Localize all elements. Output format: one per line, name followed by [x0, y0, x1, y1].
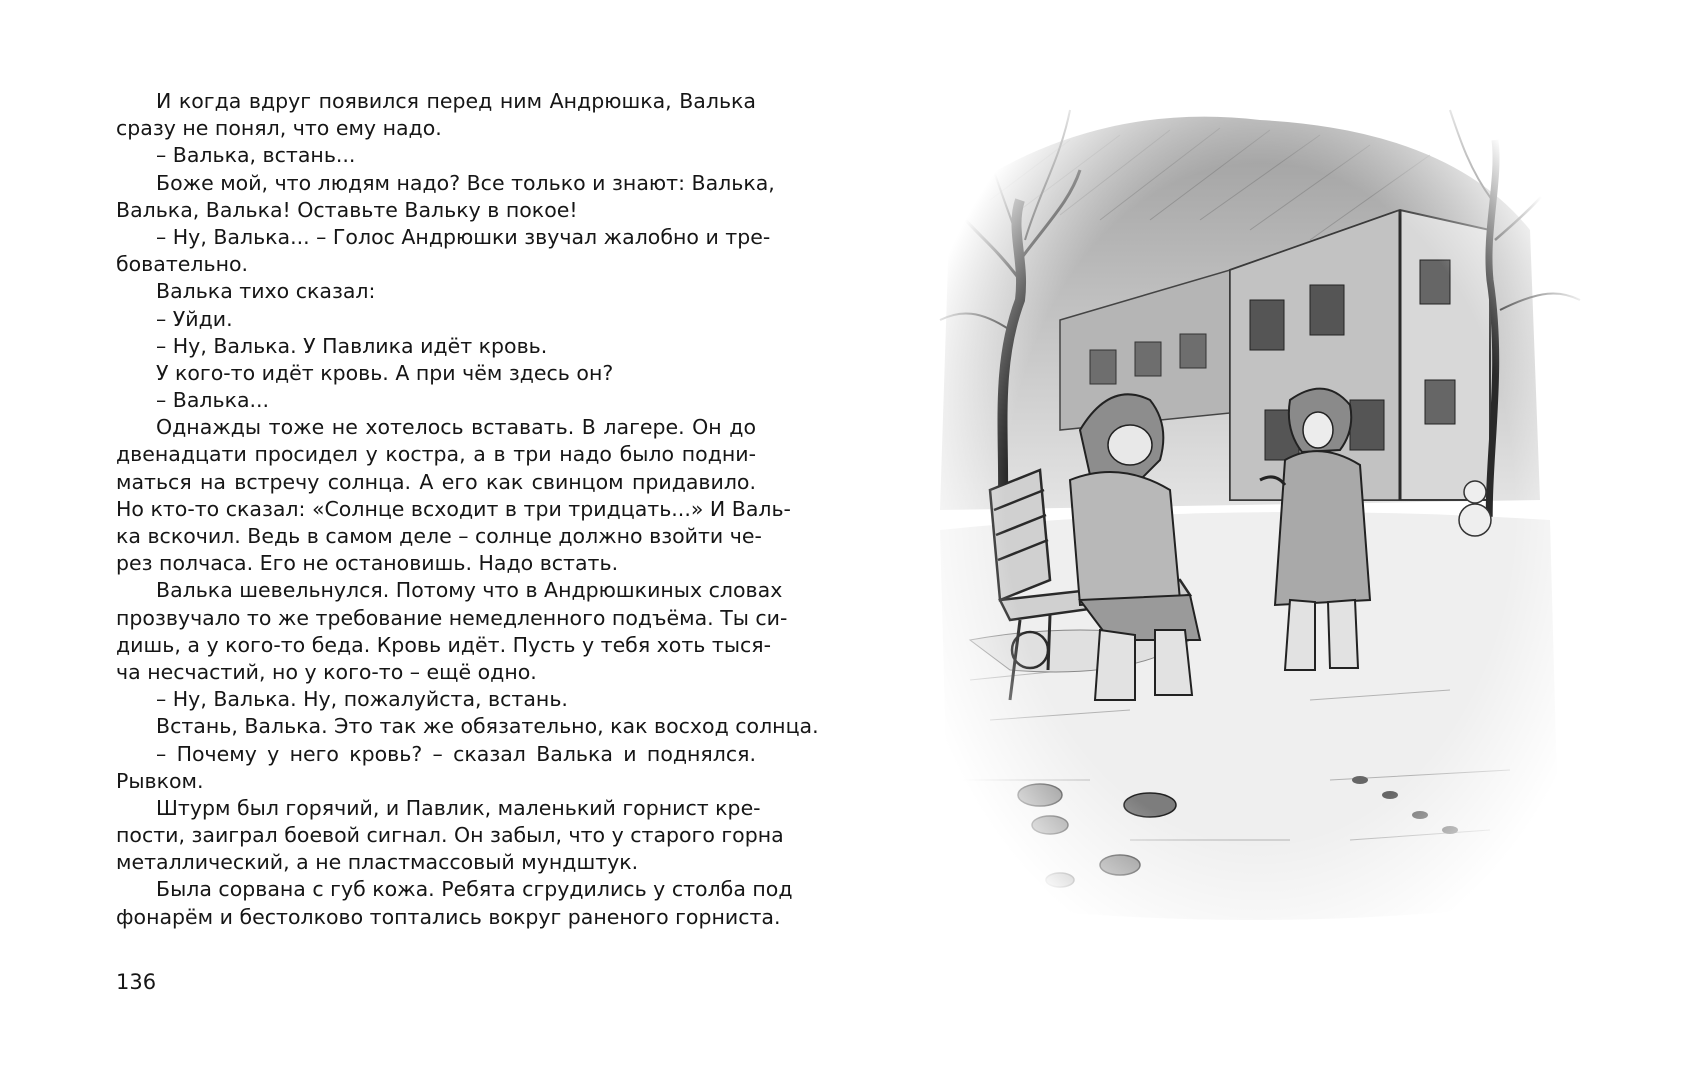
text-line: Штурм был горячий, и Павлик, маленький горнист кре-	[156, 795, 761, 820]
text-line: дишь, а у кого-то беда. Кровь идёт. Пусть у тебя хоть тыся-	[116, 632, 772, 657]
text-line: – Валька...	[156, 388, 270, 413]
text-line: маться на встречу солнца. А его как свинцом придавило.	[116, 469, 756, 494]
text-line: двенадцати просидел у костра, а в три надо было подни-	[116, 442, 756, 467]
text-column	[116, 88, 819, 931]
text-line: – Уйди.	[156, 306, 233, 331]
text-line: И когда вдруг появился перед ним Андрюшка, Валька	[156, 89, 756, 113]
text-line: – Ну, Валька. Ну, пожалуйста, встань.	[156, 687, 568, 712]
text-line: бовательно.	[116, 252, 249, 277]
text-line: сразу не понял, что ему надо.	[116, 116, 442, 141]
text-line: Однажды тоже не хотелось вставать. В лагере. Он до	[156, 415, 756, 440]
text-line: Боже мой, что людям надо? Все только и знают: Валька,	[156, 170, 775, 195]
text-line: рез полчаса. Его не остановишь. Надо встать.	[116, 551, 619, 576]
text-line: Встань, Валька. Это так же обязательно, как восход солнца.	[156, 714, 819, 739]
text-line: Рывком.	[116, 768, 204, 793]
illustration	[930, 80, 1590, 960]
text-line: ка вскочил. Ведь в самом деле – солнце должно взойти че-	[116, 524, 762, 548]
text-line: Была сорвана с губ кожа. Ребята сгрудились у столба под	[156, 877, 793, 902]
text-line: пости, заиграл боевой сигнал. Он забыл, что у старого горна	[116, 823, 784, 848]
text-line: Валька шевельнулся. Потому что в Андрюшкиных словах	[156, 578, 783, 603]
text-line: – Валька, встань...	[156, 143, 356, 168]
text-line: ча несчастий, но у кого-то – ещё одно.	[116, 659, 537, 684]
text-line: прозвучало то же требование немедленного подъёма. Ты си-	[116, 605, 788, 630]
text-line: фонарём и бестолково топтались вокруг раненого горниста.	[116, 904, 781, 929]
winter-courtyard-drawing	[930, 80, 1590, 960]
text-line: – Почему у него кровь? – сказал Валька и поднялся.	[156, 741, 756, 766]
text-line: металлический, а не пластмассовый мундштук.	[116, 850, 639, 875]
page-number: 136	[116, 970, 157, 994]
text-line: У кого-то идёт кровь. А при чём здесь он?	[156, 360, 614, 385]
text-line: Валька, Валька! Оставьте Вальку в покое!	[116, 197, 578, 222]
text-line: – Ну, Валька. У Павлика идёт кровь.	[156, 333, 548, 358]
text-line: – Ну, Валька... – Голос Андрюшки звучал жалобно и тре-	[156, 224, 771, 249]
text-line: Но кто-то сказал: «Солнце всходит в три тридцать...» И Валь-	[116, 496, 791, 521]
text-line: Валька тихо сказал:	[156, 279, 376, 304]
